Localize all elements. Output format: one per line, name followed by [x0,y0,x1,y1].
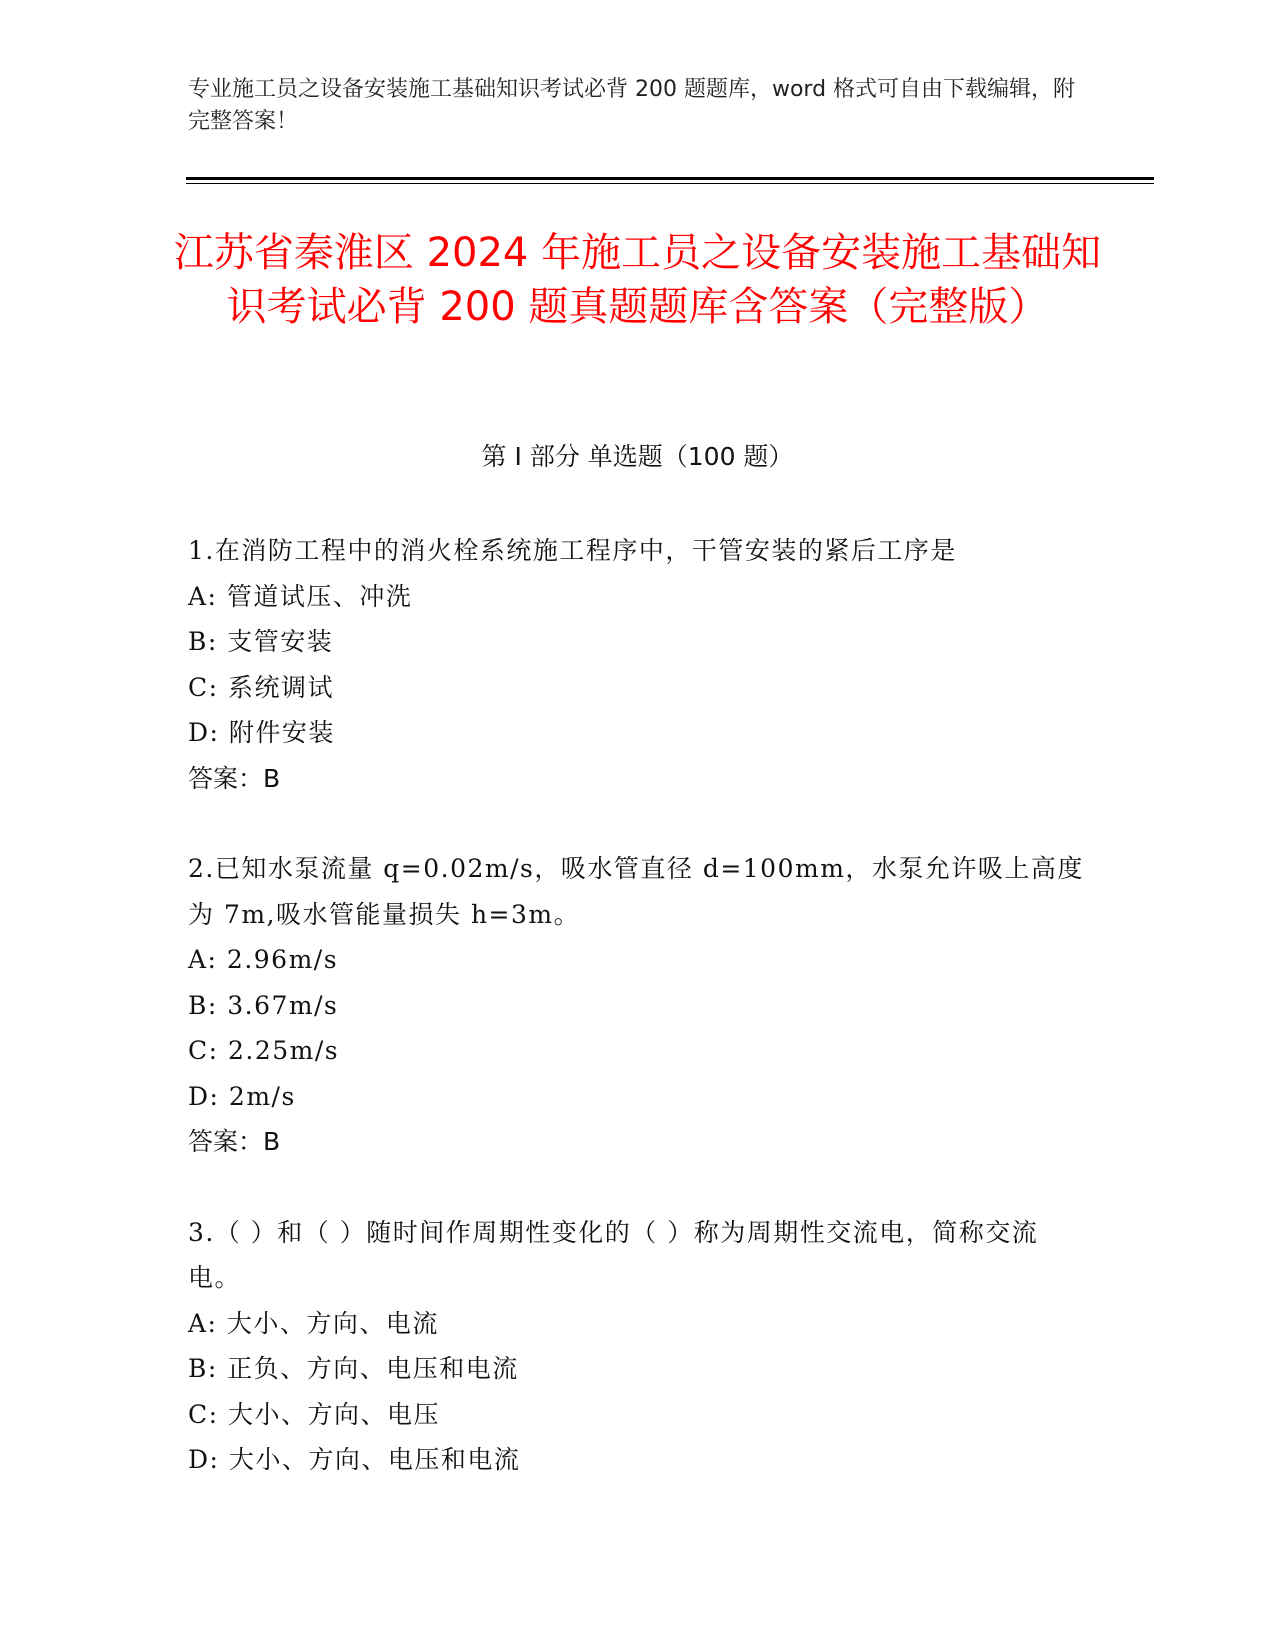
header-note: 专业施工员之设备安装施工基础知识考试必背 200 题题库，word 格式可自由下载编辑，附完整答案！ [188,77,1076,134]
section-heading: 第 I 部分 单选题（100 题） [481,442,794,471]
question-list [188,528,1088,1528]
option-d: D: 附件安装 [188,718,335,747]
question-2 [188,846,1088,1165]
option-a: A: 2.96m/s [188,945,339,974]
answer: 答案：B [188,1127,281,1156]
option-b: B: 3.67m/s [188,990,339,1020]
option-c: C: 系统调试 [188,672,334,702]
document-title: 江苏省秦淮区 2024 年施工员之设备安装施工基础知识考试必背 200 题真题题库含答案（完整版） [173,230,1102,330]
option-b: B: 正负、方向、电压和电流 [188,1354,519,1383]
question-stem: 2.已知水泵流量 q=0.02m/s，吸水管直径 d=100mm，水泵允许吸上高度为 7m,吸水管能量损失 h=3m。 [188,854,1084,929]
header-rule-thick [186,177,1154,180]
option-c: C: 大小、方向、电压 [188,1399,440,1429]
option-d: D: 2m/s [188,1081,296,1111]
option-d: D: 大小、方向、电压和电流 [188,1445,521,1474]
option-a: A: 大小、方向、电流 [188,1308,439,1338]
question-stem: 3.（ ）和（ ）随时间作周期性变化的（ ）称为周期性交流电，简称交流电。 [188,1217,1039,1292]
answer: 答案：B [188,763,281,793]
header-rule-thin [186,183,1154,184]
option-a: A: 管道试压、冲洗 [188,581,413,611]
question-1 [188,528,1088,801]
question-3 [188,1210,1088,1483]
question-stem: 1.在消防工程中的消火栓系统施工程序中，干管安装的紧后工序是 [188,536,957,565]
option-c: C: 2.25m/s [188,1036,340,1065]
option-b: B: 支管安装 [188,627,334,656]
